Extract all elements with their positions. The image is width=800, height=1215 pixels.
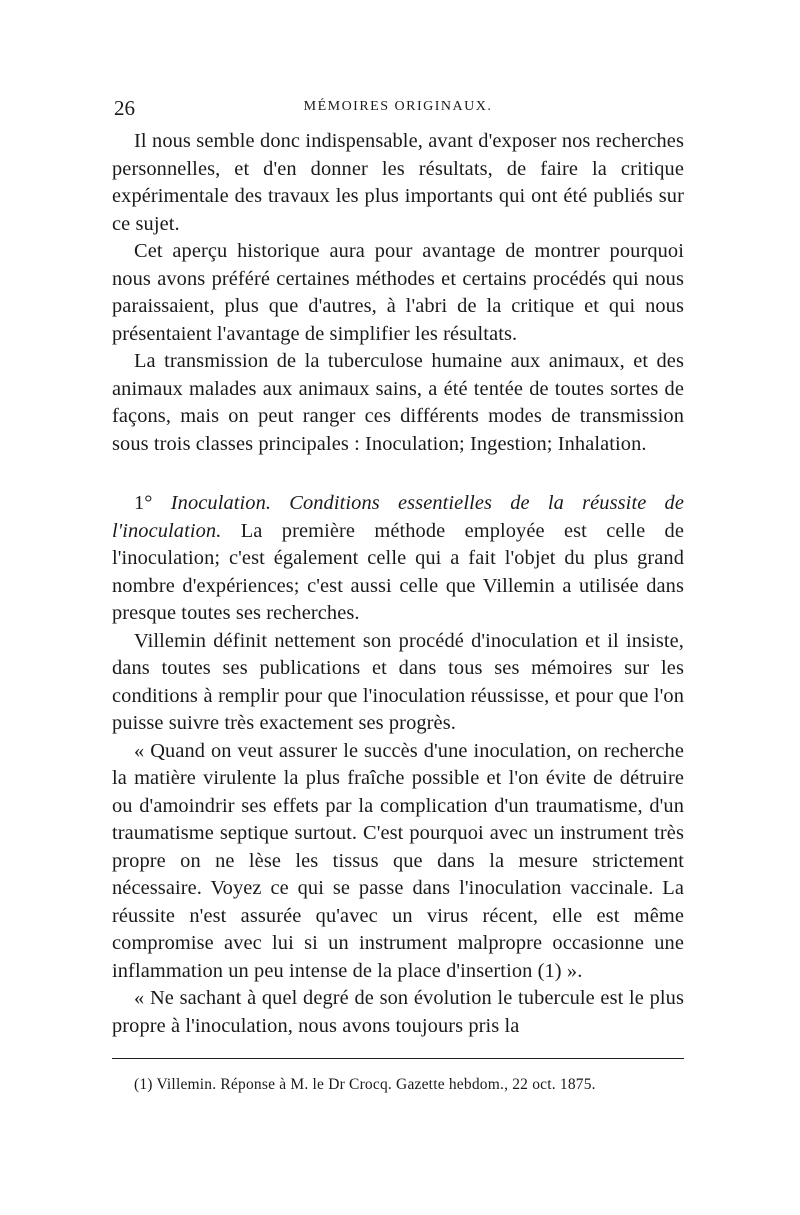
paragraph-villemin: Villemin définit nettement son procédé d'inoculation et il insiste, dans toutes ses publications et dans tous ses mémoires sur les conditions à remplir pour que l'inoculation réussisse, et pour que l'on puisse suivre très exactement ses progrès. xyxy=(112,629,684,734)
page-header xyxy=(112,96,684,124)
document-page xyxy=(112,96,684,1095)
paragraph-quote-2: « Ne sachant à quel degré de son évolution le tubercule est le plus propre à l'inoculation, nous avons toujours pris la xyxy=(112,987,684,1037)
paragraph-1: Il nous semble donc indispensable, avant d'exposer nos recherches personnelles, et d'en donner les résultats, de faire la critique expérimentale des travaux les plus importants qui ont été publiés sur ce sujet. xyxy=(112,130,684,235)
paragraph-2: Cet aperçu historique aura pour avantage de montrer pourquoi nous avons préféré certaines méthodes et certains procédés qui nous paraissaient, plus que d'autres, à l'abri de la critique et qui nous présentaient l'avantage de simplifier les résultats. xyxy=(112,240,684,345)
section-paragraph xyxy=(112,490,684,628)
body-text xyxy=(112,128,684,1040)
section-text: La première méthode employée est celle de l'inoculation; c'est également celle qui a fait l'objet du plus grand nombre d'expériences; c'est aussi celle que Villemin a utilisée dans presque toutes ses recherches. xyxy=(112,519,684,624)
footnote-rule xyxy=(112,1058,684,1059)
page-number: 26 xyxy=(114,96,135,120)
section-number: 1° xyxy=(134,492,153,514)
paragraph-quote-1: « Quand on veut assurer le succès d'une inoculation, on recherche la matière virulente la plus fraîche possible et l'on évite de détruire ou d'amoindrir ses effets par la complication d'un traumatisme, d'un traumatisme septique surtout. C'est pourquoi avec un instrument très propre on ne lèse les tissus que dans la mesure strictement nécessaire. Voyez ce qui se passe dans l'inoculation vaccinale. La réussite n'est assurée qu'avec un virus récent, elle est même compromise avec lui si un instrument malpropre occasionne une inflammation un peu intense de la place d'insertion (1) ». xyxy=(112,739,684,982)
section-title: Inoculation. Conditions essentielles de la réussite de l'inoculation. xyxy=(112,492,684,542)
paragraph-3: La transmission de la tuberculose humaine aux animaux, et des animaux malades aux animaux sains, a été tentée de toutes sortes de façons, mais on peut ranger ces différents modes de transmission sous trois classes principales : Inoculation; Ingestion; Inhalation. xyxy=(112,350,684,455)
running-title: MÉMOIRES ORIGINAUX. xyxy=(303,99,493,114)
footnote: (1) Villemin. Réponse à M. le Dr Crocq. Gazette hebdom., 22 oct. 1875. xyxy=(134,1076,596,1093)
